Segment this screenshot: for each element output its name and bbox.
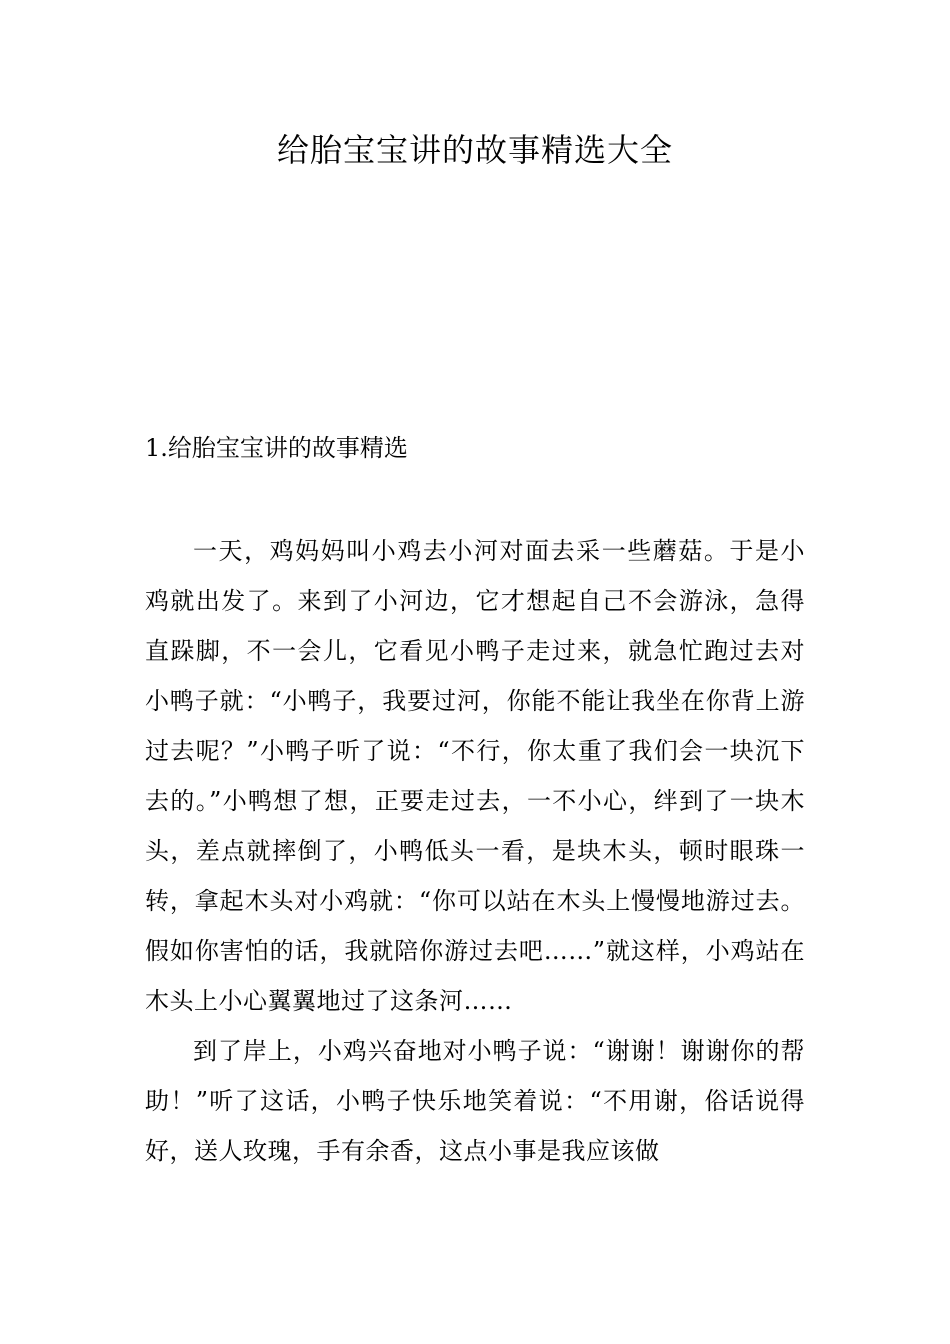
story-body xyxy=(145,526,805,1176)
paragraph: 到了岸上，小鸡兴奋地对小鸭子说：“谢谢！谢谢你的帮助！”听了这话，小鸭子快乐地笑着说：“不用谢，俗话说得好，送人玫瑰，手有余香，这点小事是我应该做 xyxy=(145,1037,805,1165)
section-heading: 1.给胎宝宝讲的故事精选 xyxy=(145,434,408,462)
document-title: 给胎宝宝讲的故事精选大全 xyxy=(276,131,673,169)
paragraph: 一天，鸡妈妈叫小鸡去小河对面去采一些蘑菇。于是小鸡就出发了。来到了小河边，它才想起自己不会游泳，急得直跺脚，不一会儿，它看见小鸭子走过来，就急忙跑过去对小鸭子就：“小鸭子，我要过河，你能不能让我坐在你背上游过去呢？”小鸭子听了说：“不行，你太重了我们会一块沉下去的。”小鸭想了想，正要走过去，一不小心，绊到了一块木头，差点就摔倒了，小鸭低头一看，是块木头，顿时眼珠一转，拿起木头对小鸡就：“你可以站在木头上慢慢地游过去。假如你害怕的话，我就陪你游过去吧……”就这样，小鸡站在木头上小心翼翼地过了这条河…… xyxy=(145,537,805,1015)
